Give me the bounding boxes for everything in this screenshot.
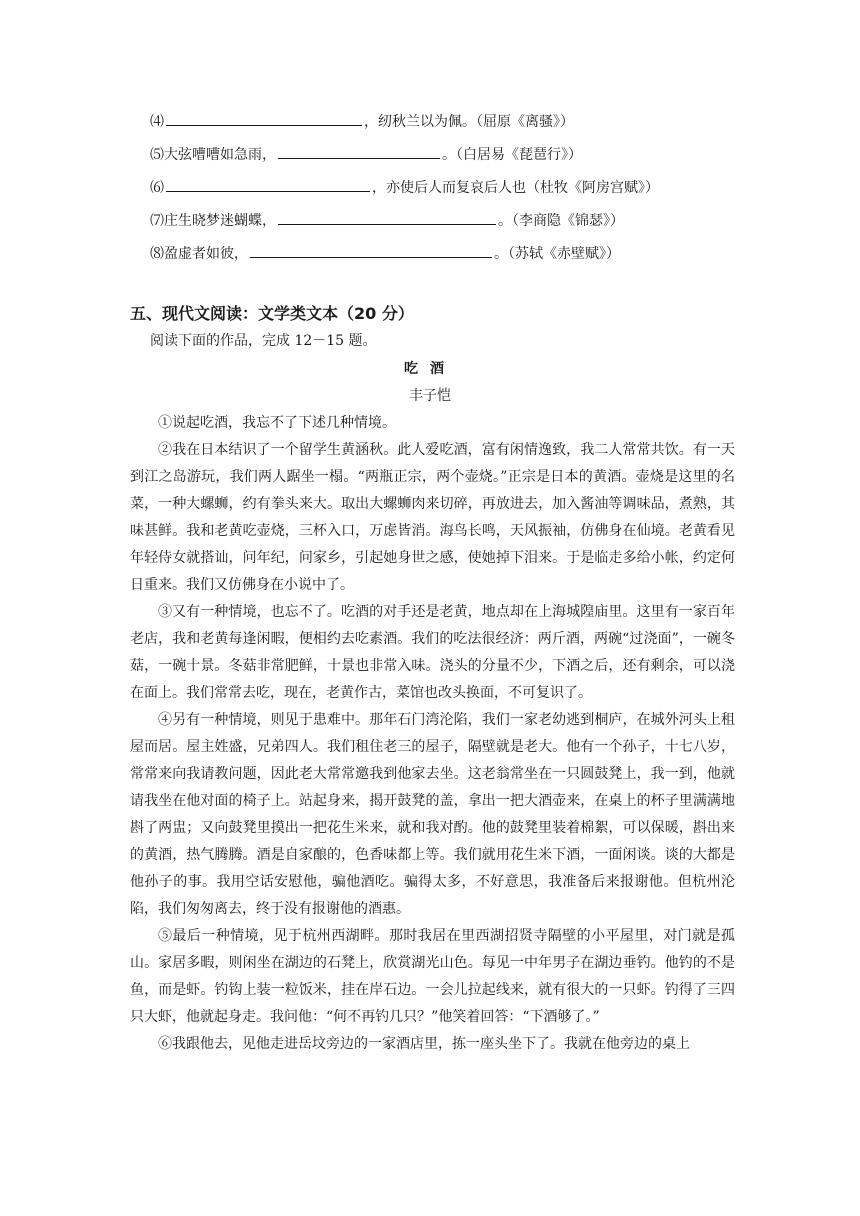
fill-in-item-6 [150, 177, 659, 199]
essay-paragraph-3: ③又有一种情境，也忘不了。吃酒的对手还是老黄，地点却在上海城隍庙里。这里有一家百年老店，我和老黄每逢闲暇，便相约去吃素酒。我们的吃法很经济：两斤酒，两碗“过浇面”，一碗冬菇，一碗十景。冬菇非常肥鲜，十景也非常入味。浇头的分量不少，下酒之后，还有剩余，可以浇在面上。我们常常去吃，现在，老黄作古，菜馆也改头换面，不可复识了。 [130, 604, 735, 701]
item-number: ⑺ [150, 213, 164, 229]
fill-in-item-5 [150, 144, 582, 166]
item-suffix: ，纫秋兰以为佩。（屈原《离骚》） [364, 114, 574, 130]
item-prefix: 盈虚者如彼， [164, 246, 248, 262]
item-number: ⑷ [150, 114, 164, 130]
item-number: ⑹ [150, 180, 164, 196]
essay-author: 丰子恺 [409, 388, 451, 404]
answer-blank[interactable] [250, 243, 492, 258]
item-suffix: ，亦使后人而复哀后人也（杜牧《阿房宫赋》） [372, 180, 659, 196]
item-prefix: 庄生晓梦迷蝴蝶， [164, 213, 276, 229]
section-heading: 五、现代文阅读：文学类文本（20 分） [130, 304, 414, 323]
item-suffix: 。（李商隐《锦瑟》） [498, 213, 624, 229]
essay-paragraph-5: ⑤最后一种情境，见于杭州西湖畔。那时我居在里西湖招贤寺隔壁的小平屋里，对门就是孤山。家居多暇，则闲坐在湖边的石凳上，欣赏湖光山色。每见一中年男子在湖边垂钓。他钓的不是鱼，而是虾。钓钩上装一粒饭米，挂在岸石边。一会儿拉起线来，就有很大的一只虾。钓得了三四只大虾，他就起身走。我问他：“何不再钓几只？”他笑着回答：“下酒够了。” [130, 928, 735, 1025]
answer-blank[interactable] [278, 144, 440, 159]
answer-blank[interactable] [278, 210, 496, 225]
item-suffix: 。（苏轼《赤壁赋》） [494, 246, 620, 262]
essay-paragraph-4: ④另有一种情境，则见于患难中。那年石门湾沦陷，我们一家老幼逃到桐庐，在城外河头上租屋而居。屋主姓盛，兄弟四人。我们租住老三的屋子，隔壁就是老大。他有一个孙子，十七八岁，常常来向我请教问题，因此老大常常邀我到他家去坐。这老翁常坐在一只圆鼓凳上，我一到，他就请我坐在他对面的椅子上。站起身来，揭开鼓凳的盖，拿出一把大酒壶来，在桌上的杯子里满满地斟了两盅；又向鼓凳里摸出一把花生米来，就和我对酌。他的鼓凳里装着棉絮，可以保暖，斟出来的黄酒，热气腾腾。酒是自家酿的，色香味都上等。我们就用花生米下酒，一面闲谈。谈的大都是他孙子的事。我用空话安慰他，骗他酒吃。骗得太多，不好意思，我准备后来报谢他。但杭州沦陷，我们匆匆离去，终于没有报谢他的酒惠。 [130, 712, 735, 917]
essay-paragraph-2: ②我在日本结识了一个留学生黄涵秋。此人爱吃酒，富有闲情逸致，我二人常常共饮。有一天到江之岛游玩，我们两人踞坐一榻。“两瓶正宗，两个壶烧。”正宗是日本的黄酒。壶烧是这里的名菜，一种大螺蛳，约有拳头来大。取出大螺蛳肉来切碎，再放进去，加入酱油等调味品，煮熟，其味甚鲜。我和老黄吃壶烧，三杯入口，万虑皆消。海鸟长鸣，天风振袖，仿佛身在仙境。老黄看见年轻侍女就搭讪，问年纪，问家乡，引起她身世之感，使她掉下泪来。于是临走多给小帐，约定何日重来。我们又仿佛身在小说中了。 [130, 442, 735, 593]
reading-instruction: 阅读下面的作品，完成 12－15 题。 [150, 333, 377, 349]
essay-paragraph-6: ⑥我跟他去，见他走进岳坟旁边的一家酒店里，拣一座头坐下了。我就在他旁边的桌上 [158, 1036, 690, 1052]
fill-in-item-4 [150, 111, 574, 133]
answer-blank[interactable] [166, 111, 362, 126]
item-number: ⑻ [150, 246, 164, 262]
essay-title: 吃酒 [404, 361, 456, 377]
item-prefix: 大弦嘈嘈如急雨， [164, 147, 276, 163]
fill-in-item-8 [150, 243, 620, 265]
item-suffix: 。（白居易《琵琶行》） [442, 147, 582, 163]
item-number: ⑸ [150, 147, 164, 163]
fill-in-item-7 [150, 210, 624, 232]
answer-blank[interactable] [166, 177, 370, 192]
essay-body [130, 410, 735, 1058]
essay-paragraph-1: ①说起吃酒，我忘不了下述几种情境。 [158, 415, 396, 431]
